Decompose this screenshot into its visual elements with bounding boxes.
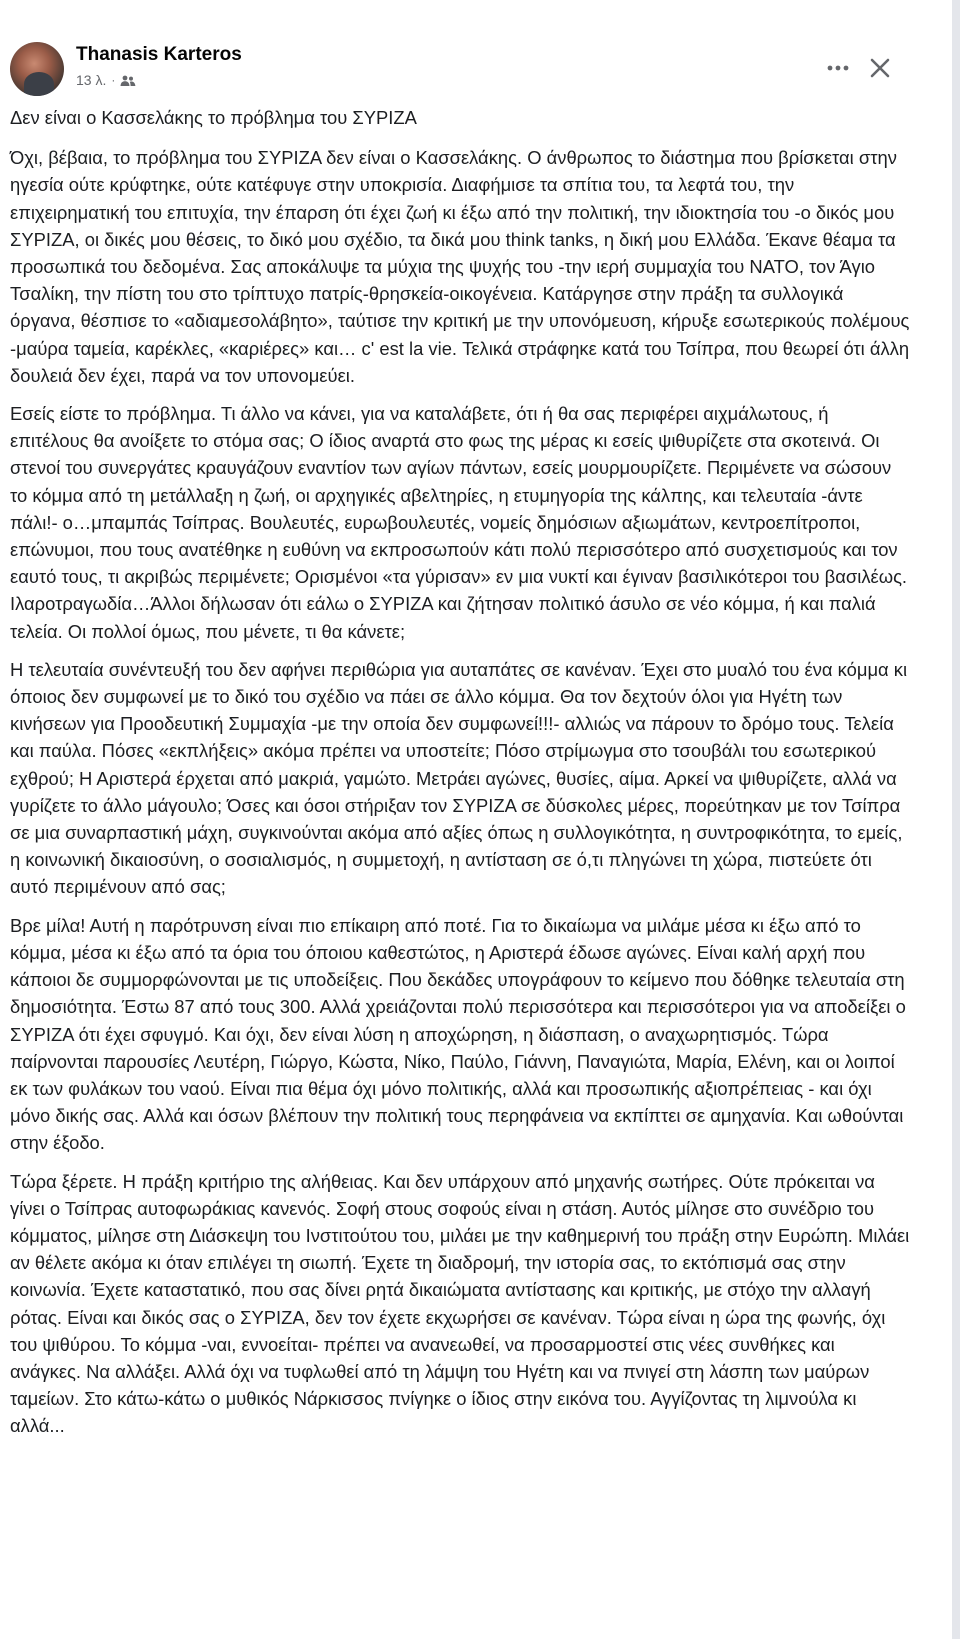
post-meta	[76, 72, 136, 88]
post-header	[10, 40, 930, 100]
author-name[interactable]: Thanasis Karteros	[76, 44, 242, 65]
scroll-edge	[952, 0, 960, 1639]
bottom-fade	[0, 1617, 950, 1639]
post-title: Δεν είναι ο Κασσελάκης το πρόβλημα του ΣΥΡΙΖΑ	[10, 107, 417, 128]
friends-icon[interactable]	[120, 74, 136, 86]
post-paragraph: Βρε μίλα! Αυτή η παρότρυνση είναι πιο επίκαιρη από ποτέ. Για το δικαίωμα να μιλάμε μέσα κι έξω από το κόμμα, μέσα κι έξω από τα όρια του όποιου καθεστώτος, η Αριστερά έδωσε αγώνες. Είναι καλή αρχή που κάποιοι δε συμμορφώνονται με τις υποδείξεις. Που δεκάδες υπογράφουν το κείμενο που δόθηκε τελευταία στη δημοσιότητα. Έστω 87 από τους 300. Αλλά χρειάζονται πολύ περισσότερα και περισσότεροι για να αποδείξει ο ΣΥΡΙΖΑ ότι έχει σφυγμό. Και όχι, δεν είναι λύση η αποχώρηση, η διάσπαση, ο αναχωρητισμός. Τώρα παίρνονται παρουσίες Λευτέρη, Γιώργο, Κώστα, Νίκο, Παύλο, Γιάννη, Παναγιώτα, Μαρία, Ελένη, και οι λοιποί εκ των φυλάκων του ναού. Είναι πια θέμα όχι μόνο πολιτικής, αλλά και προσωπικής αξιοπρέπειας - και όχι μόνο δικής σας. Αλλά και όσων βλέπουν την πολιτική τους περηφάνεια να εκπίπτει σε αμηχανία. Και ωθούνται στην έξοδο.	[10, 914, 906, 1154]
post-paragraph: Η τελευταία συνέντευξή του δεν αφήνει περιθώρια για αυταπάτες σε κανέναν. Έχει στο μυαλό του ένα κόμμα κι όποιος δεν συμφωνεί με το δικό του σχέδιο να πάει σε άλλο κόμμα. Θα τον δεχτούν όλοι για Ηγέτη των κινήσεων για Προοδευτική Συμμαχία -με την οποία δεν συμφωνεί!!!- αλλιώς να πάρουν το δρόμο τους. Τελεία και παύλα. Πόσες «εκπλήξεις» ακόμα πρέπει να υποστείτε; Πόσο στρίμωγμα στο τσουβάλι του εσωτερικού εχθρού; Η Αριστερά έρχεται από μακριά, γαμώτο. Μετράει αγώνες, θυσίες, αίμα. Αρκεί να ψιθυρίζετε, αλλά να γυρίζετε το άλλο μάγουλο; Όσες και όσοι στήριξαν τον ΣΥΡΙΖΑ σε δύσκολες μέρες, πορεύτηκαν με τον Τσίπρα σε μια συναρπαστική μάχη, συγκινούνται ακόμα από αξίες όπως η συλλογικότητα, η συντροφικότητα, το εμείς, η κοινωνική δικαιοσύνη, ο σοσιαλισμός, η συμμετοχή, η αντίσταση σε ό,τι πληγώνει τη χώρα, πιστεύετε ότι αυτό περιμένουν από σας;	[10, 658, 908, 898]
more-options-button[interactable]	[822, 56, 854, 80]
post-time[interactable]: 13 λ.	[76, 72, 107, 88]
post-body	[10, 104, 910, 1451]
meta-separator: ·	[111, 73, 116, 87]
more-horizontal-icon	[826, 65, 850, 71]
post-paragraph: Όχι, βέβαια, το πρόβλημα του ΣΥΡΙΖΑ δεν είναι ο Κασσελάκης. Ο άνθρωπος το διάστημα που βρίσκεται στην ηγεσία ούτε κρύφτηκε, ούτε κατέφυγε στην υποκρισία. Διαφήμισε τα σπίτια του, τα λεφτά του, την επιχειρηματική του επιτυχία, την έπαρση ότι έχει ζωή κι έξω από την πολιτική, την ιδιοκτησία του -ο δικός μου ΣΥΡΙΖΑ, οι δικές μου θέσεις, το δικό μου σχέδιο, τα δικά μου think tanks, η δική μου Ελλάδα. Έκανε θέαμα τα προσωπικά του δεδομένα. Σας αποκάλυψε τα μύχια της ψυχής του -την ιερή συμμαχία του ΝΑΤΟ, τον Άγιο Τσαλίκη, την πίστη του στο τρίπτυχο πατρίς-θρησκεία-οικογένεια. Κατάργησε στην πράξη τα συλλογικά όργανα, θέσπισε το «αδιαμεσολάβητο», ταύτισε την κριτική με την υπονόμευση, κήρυξε εσωτερικούς πολέμους -μαύρα ταμεία, καρέκλες, «καριέρες» και… c' est la vie. Τελικά στράφηκε κατά του Τσίπρα, που θεωρεί ότι άλλη δουλειά δεν έχει, παρά να τον υπονομεύει.	[10, 147, 910, 386]
close-button[interactable]	[864, 52, 896, 84]
author-avatar[interactable]	[10, 42, 64, 96]
post-paragraph: Τώρα ξέρετε. Η πράξη κριτήριο της αλήθειας. Και δεν υπάρχουν από μηχανής σωτήρες. Ούτε πρόκειται να γίνει ο Τσίπρας αυτοφωράκιας κανενός. Σοφή στους σοφούς είναι η στάση. Αυτός μίλησε στο συνέδριο του κόμματος, μίλησε στη Διάσκεψη του Ινστιτούτου του, μιλάει με την καθημερινή του πράξη στην Ευρώπη. Μιλάει αν θέλετε ακόμα κι όταν επιλέγει τη σιωπή. Έχετε τη διαδρομή, την ιστορία σας, το εκτόπισμά σας στην κοινωνία. Έχετε καταστατικό, που σας δίνει ρητά δικαιώματα αντίστασης και κριτικής, με στόχο την αλλαγή ρότας. Είναι και δικός σας ο ΣΥΡΙΖΑ, δεν τον έχετε εκχωρήσει σε κανέναν. Τώρα είναι η ώρα της φωνής, όχι του ψιθύρου. Το κόμμα -ναι, εννοείται- πρέπει να ανανεωθεί, να προσαρμοστεί στις νέες συνθήκες και ανάγκες. Να αλλάξει. Αλλά όχι να τυφλωθεί από τη λάμψη του Ηγέτη και να πνιγεί στη λάσπη των μαύρων ταμείων. Στο κάτω-κάτω ο μυθικός Νάρκισσος πνίγηκε ο ίδιος στην εικόνα του. Αγγίζοντας τη λιμνούλα κι αλλά...	[10, 1170, 910, 1437]
post-paragraph: Εσείς είστε το πρόβλημα. Τι άλλο να κάνει, για να καταλάβετε, ότι ή θα σας περιφέρει αιχμάλωτους, ή επιτέλους θα ανοίξετε το στόμα σας; Ο ίδιος αναρτά στο φως της μέρας κι εσείς ψιθυρίζετε στα σκοτεινά. Οι στενοί του συνεργάτες κραυγάζουν εναντίον των αγίων πάντων, εσείς μουρμουρίζετε. Περιμένετε να σώσουν το κόμμα από τη μετάλλαξη η ζωή, οι αρχηγικές αβελτηρίες, η ετυμηγορία της κάλπης, και τελευταία -άντε πάλι!- ο…μπαμπάς Τσίπρας. Βουλευτές, ευρωβουλευτές, νομείς δημόσιων αξιωμάτων, κεντροεπίτροποι, επώνυμοι, που τους ανατέθηκε η ευθύνη να εκπροσωπούν κάτι πολύ περισσότερο από συσχετισμούς και τον εαυτό τους, τι ακριβώς περιμένετε; Ορισμένοι «τα γύρισαν» εν μια νυκτί και έγιναν βασιλικότεροι του βασιλέως. Ιλαροτραγωδία…Άλλοι δήλωσαν ότι εάλω ο ΣΥΡΙΖΑ και ζήτησαν πολιτικό άσυλο σε νέο κόμμα, ή και παλιά τελεία. Οι πολλοί όμως, που μένετε, τι θα κάνετε;	[10, 403, 908, 642]
close-icon	[869, 57, 891, 79]
